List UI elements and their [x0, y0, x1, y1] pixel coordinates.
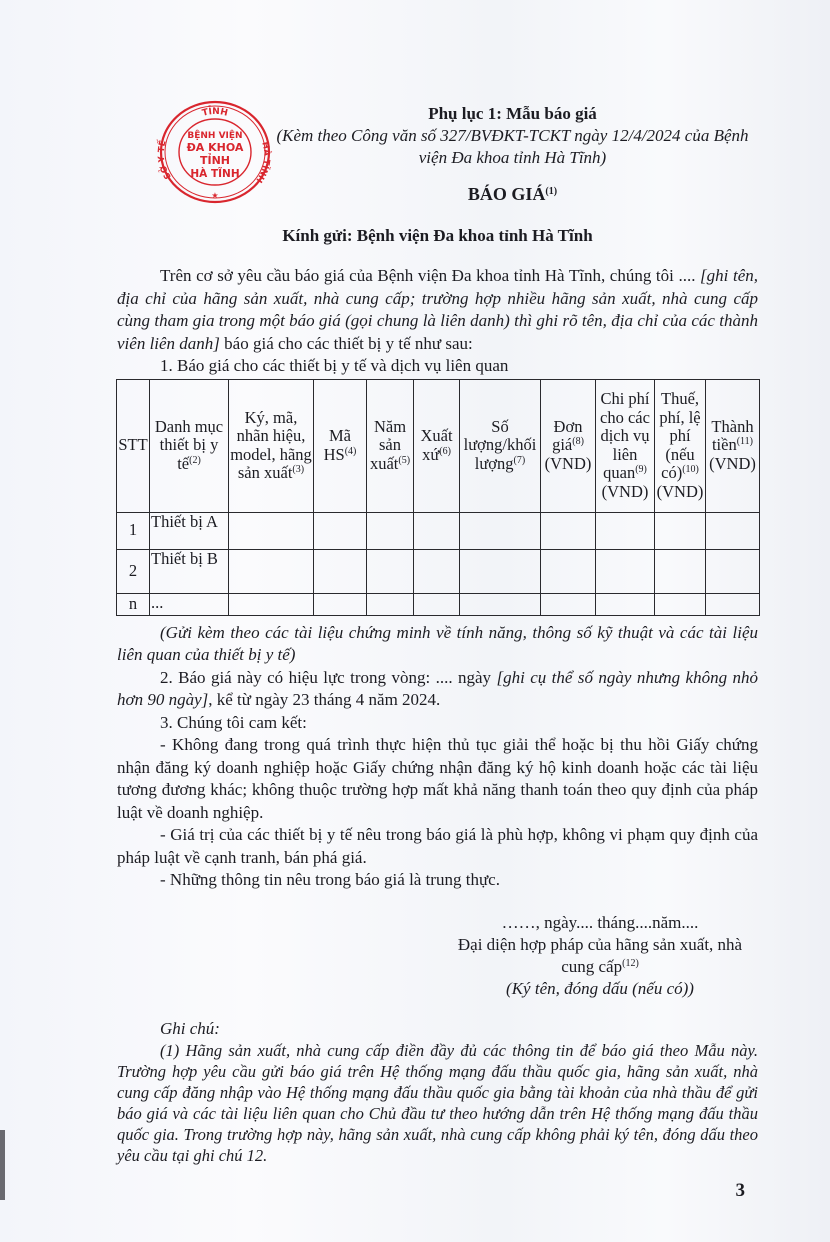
cell — [541, 512, 596, 549]
cell — [706, 549, 760, 593]
recipient-line: Kính gửi: Bệnh viện Đa khoa tỉnh Hà Tĩnh — [282, 226, 593, 245]
col-header-model: Ký, mã, nhãn hiệu, model, hãng sản xuất$^{(3)}$ — [229, 379, 314, 512]
cell — [414, 549, 460, 593]
cell — [706, 512, 760, 549]
stamp-outer-top: TỈNH — [201, 106, 229, 119]
cell — [596, 549, 655, 593]
commitment-item-2: - Giá trị của các thiết bị y tế nêu trong báo giá là phù hợp, không vi phạm quy định của pháp luật về cạnh tranh, bán phá giá. — [117, 825, 758, 867]
notes-title: Ghi chú: — [160, 1018, 220, 1038]
cell — [314, 549, 367, 593]
cell — [541, 593, 596, 615]
cell — [314, 512, 367, 549]
document-header — [117, 103, 758, 205]
cell — [460, 549, 541, 593]
cell-stt: n — [117, 593, 150, 615]
table-row — [117, 512, 760, 549]
commitment-item-3: - Những thông tin nêu trong báo giá là trung thực. — [160, 870, 500, 889]
intro-paragraph — [117, 265, 758, 355]
stamp-inner-line3: TỈNH — [199, 154, 231, 167]
col-header-origin: Xuất xứ$^{(6)}$ — [414, 379, 460, 512]
cell — [460, 593, 541, 615]
signature-instruction: (Ký tên, đóng dấu (nếu có)) — [506, 978, 694, 998]
stamp-star-icon: ★ — [211, 191, 219, 200]
cell-device-name: ... — [150, 593, 229, 615]
appendix-title: Phụ lục 1: Mẫu báo giá — [428, 104, 597, 123]
section2-lead: 2. Báo giá này có hiệu lực trong vòng: .... ngày — [160, 667, 497, 687]
signature-date-line: ……, ngày.... tháng....năm.... — [501, 912, 699, 932]
col-header-tax: Thuế, phí, lệ phí (nếu có)$^{(10)}$ (VND) — [655, 379, 706, 512]
col-header-quantity: Số lượng/khối lượng$^{(7)}$ — [460, 379, 541, 512]
cell — [367, 512, 414, 549]
document-heading — [267, 183, 758, 205]
cell — [229, 512, 314, 549]
appendix-subtitle-line2: tỉnh Hà Tĩnh) — [513, 148, 607, 167]
scan-edge — [0, 1130, 5, 1200]
notes-section — [117, 1018, 758, 1167]
stamp-outer-left: SỞ Y TẾ — [156, 139, 174, 181]
section2-tail: , kể từ ngày 23 tháng 4 năm 2024. — [208, 690, 441, 709]
col-header-unit-price: Đơn giá$^{(8)}$ (VND) — [541, 379, 596, 512]
cell-stt: 1 — [117, 512, 150, 549]
cell — [367, 549, 414, 593]
col-header-total: Thành tiền$^{(11)}$ (VND) — [706, 379, 760, 512]
note-1: (1) Hãng sản xuất, nhà cung cấp điền đầy đủ các thông tin để báo giá theo Mẫu này. Trường hợp yêu cầu gửi báo giá trên Hệ thống mạng đấu thầu quốc gia, hãng sản xuất, nhà cung cấp đăng nhập vào Hệ thống mạng đấu thầu quốc gia bằng tài khoản của nhà thầu để gửi báo giá và các tài liệu liên quan cho Chủ đầu tư theo hướng dẫn trên Hệ thống mạng đấu thầu quốc gia. Trong trường hợp này, hãng sản xuất, nhà cung cấp không phải ký tên, đóng dấu theo yêu cầu tại ghi chú 12. — [117, 1041, 758, 1165]
intro-tail: báo giá cho các thiết bị y tế như sau: — [219, 333, 473, 353]
signature-role-line1: Đại diện hợp pháp của hãng sản xuất, nhà — [457, 934, 743, 954]
cell — [655, 549, 706, 593]
stamp-outer-right: HÀ TĨNH — [253, 140, 272, 185]
cell — [414, 512, 460, 549]
section3-title: 3. Chúng tôi cam kết: — [160, 712, 307, 732]
cell — [229, 549, 314, 593]
table-header-row — [117, 379, 760, 512]
stamp-inner-line4: HÀ TĨNH — [190, 168, 240, 180]
col-header-stt: STT — [117, 379, 150, 512]
cell — [314, 593, 367, 615]
cell — [229, 593, 314, 615]
col-header-year: Năm sản xuất$^{(5)}$ — [367, 379, 414, 512]
cell — [706, 593, 760, 615]
section2-instruction: [ghi cụ thể số ngày nhưng không nhỏ hơn 90 ngày] — [117, 667, 758, 709]
cell — [367, 593, 414, 615]
intro-lead: Trên cơ sở yêu cầu báo giá của Bệnh viện Đa khoa tỉnh Hà Tĩnh, chúng tôi .... — [160, 266, 701, 285]
col-header-service-cost: Chi phí cho các dịch vụ liên quan$^{(9)}$ (VND) — [596, 379, 655, 512]
commitment-item-1: - Không đang trong quá trình thực hiện thủ tục giải thể hoặc bị thu hồi Giấy chứng nhận đăng ký doanh nghiệp hoặc Giấy chứng nhận đăng ký hộ kinh doanh hoặc các tài liệu tương đương khác; không thuộc trường hợp mất khả năng thanh toán theo quy định của pháp luật về doanh nghiệp. — [117, 735, 758, 822]
cell — [655, 512, 706, 549]
cell — [655, 593, 706, 615]
heading-footnote: (1) — [545, 186, 558, 197]
quote-table — [116, 379, 760, 616]
col-header-hs-code: Mã HS$^{(4)}$ — [314, 379, 367, 512]
table-row — [117, 593, 760, 615]
stamp-inner-line2: ĐA KHOA — [186, 141, 244, 154]
attachment-note: (Gửi kèm theo các tài liệu chứng minh về tính năng, thông số kỹ thuật và các tài liệu liên quan của thiết bị y tế) — [117, 622, 758, 664]
section2-validity — [117, 667, 758, 712]
signature-block — [430, 912, 770, 1000]
cell — [596, 593, 655, 615]
intro-instruction: [ghi tên, địa chỉ của hãng sản xuất, nhà cung cấp; trường hợp nhiều hãng sản xuất, nhà cung cấp cùng tham gia trong một báo giá (gọi chung là liên danh) thì ghi rõ tên, địa chỉ của các thành viên liên danh] — [117, 266, 758, 353]
page-number: 3 — [735, 1180, 745, 1201]
table-row — [117, 549, 760, 593]
stamp-inner-line1: BỆNH VIỆN — [187, 131, 243, 141]
cell-device-name: Thiết bị B — [150, 549, 229, 593]
cell-stt: 2 — [117, 549, 150, 593]
section1-title: 1. Báo giá cho các thiết bị y tế và dịch vụ liên quan — [160, 356, 509, 375]
cell — [596, 512, 655, 549]
cell — [414, 593, 460, 615]
col-header-device-list: Danh mục thiết bị y tế$^{(2)}$ — [150, 379, 229, 512]
heading-text: BÁO GIÁ — [467, 184, 546, 204]
cell — [541, 549, 596, 593]
signature-role-line2: cung cấp$^{(12)}$ — [561, 956, 639, 976]
appendix-subtitle — [267, 125, 758, 169]
cell — [460, 512, 541, 549]
appendix-subtitle-line1: (Kèm theo Công văn số 327/BVĐKT-TCKT ngày 12/4/2024 của Bệnh viện Đa khoa — [276, 126, 749, 167]
cell-device-name: Thiết bị A — [150, 512, 229, 549]
